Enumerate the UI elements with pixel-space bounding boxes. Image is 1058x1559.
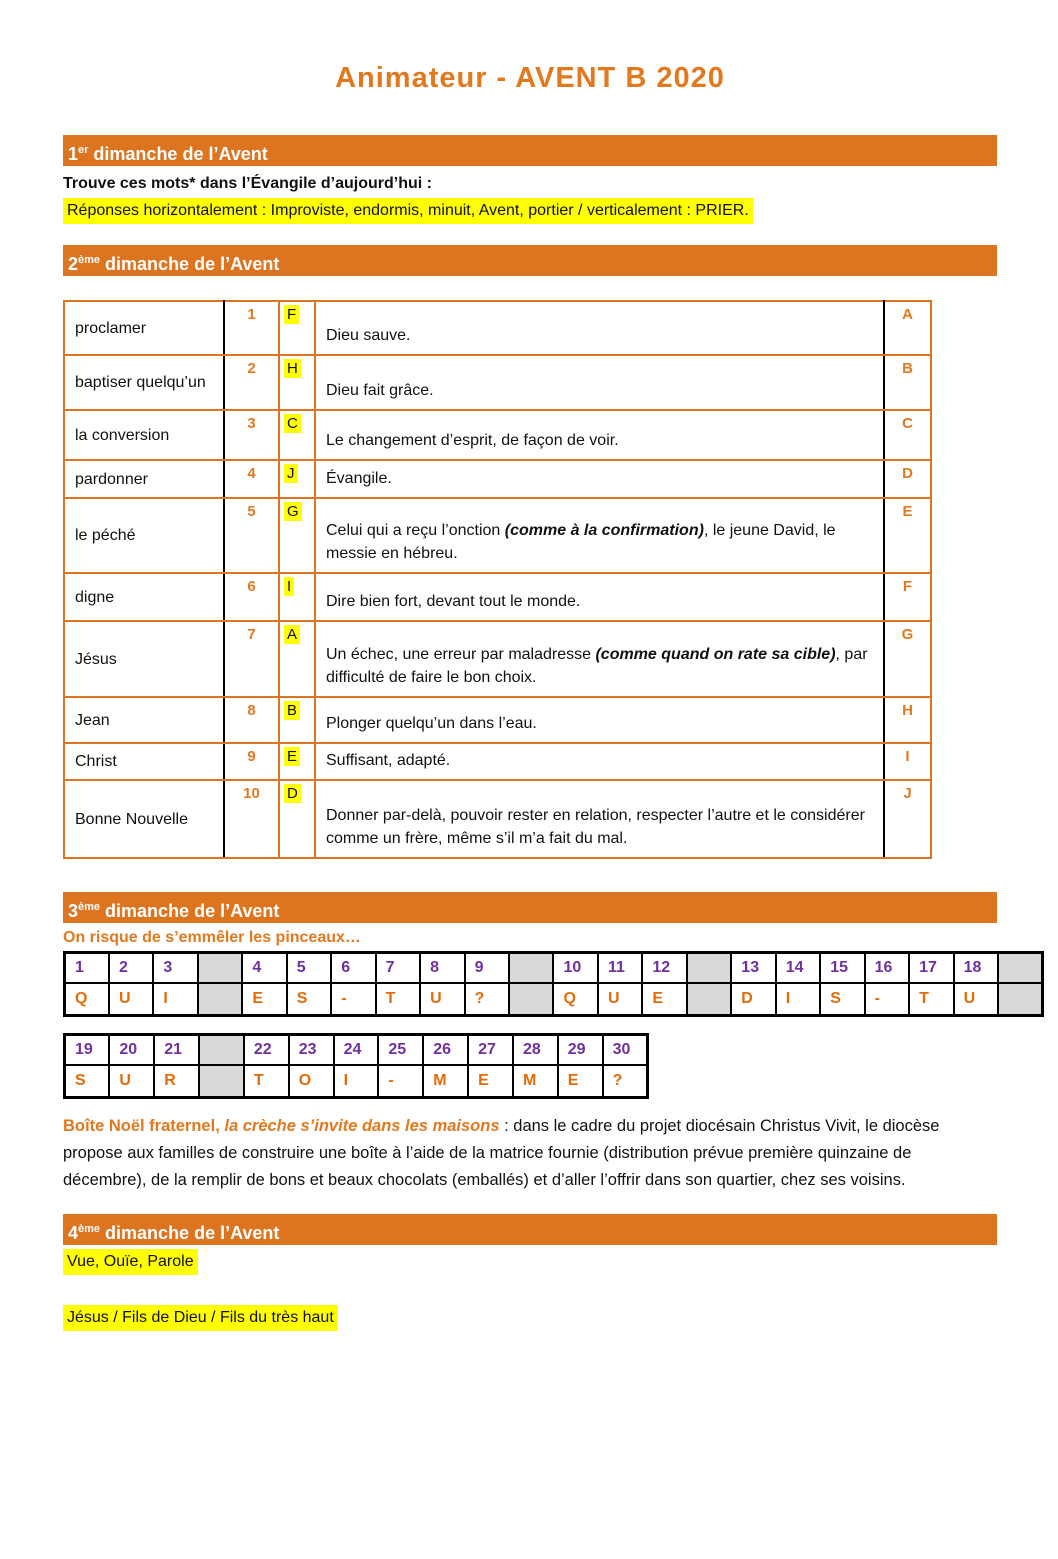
grid-number-cell: 24	[334, 1035, 379, 1065]
definition-cell: Donner par-delà, pouvoir rester en relation, respecter l’autre et le considérer comme un frère, même s’il m’a fait du mal.	[315, 780, 884, 858]
word-cell: proclamer	[64, 301, 224, 355]
section-3-banner	[63, 892, 997, 923]
banner-label: dimanche de l’Avent	[100, 254, 280, 274]
boite-noel-paragraph	[63, 1113, 997, 1194]
highlighted-answer-letter: J	[284, 464, 298, 483]
table-row	[64, 460, 931, 498]
paragraph-lead-text: Boîte Noël fraternel,	[63, 1117, 225, 1135]
banner-ordinal-suffix: ème	[78, 901, 101, 913]
section-4-banner	[63, 1214, 997, 1245]
grid-letter-cell: D	[731, 983, 775, 1016]
grid-letter-cell: Q	[65, 983, 109, 1016]
word-cell: Christ	[64, 743, 224, 780]
table-row	[64, 780, 931, 858]
row-letter-cell: F	[884, 573, 931, 621]
matching-table	[63, 300, 932, 859]
definition-cell: Dieu sauve.	[315, 301, 884, 355]
grid-letter-cell: I	[776, 983, 820, 1016]
clue-number-cell: 2	[224, 355, 279, 410]
highlighted-answer-letter: A	[284, 625, 300, 644]
highlighted-answer-letter: B	[284, 701, 300, 720]
banner-label: dimanche de l’Avent	[88, 144, 268, 164]
clue-number-cell: 8	[224, 697, 279, 743]
answer-letter-cell	[279, 410, 315, 460]
grid-number-cell: 21	[154, 1035, 199, 1065]
grid-number-cell: 23	[289, 1035, 334, 1065]
grid-separator-cell	[198, 983, 242, 1016]
grid-number-cell: 2	[109, 953, 153, 983]
table-row	[64, 573, 931, 621]
answer-letter-cell	[279, 621, 315, 697]
grid-letter-cell: -	[378, 1065, 423, 1098]
definition-cell: Plonger quelqu’un dans l’eau.	[315, 697, 884, 743]
grid-number-cell: 13	[731, 953, 775, 983]
grid-separator-cell	[998, 953, 1042, 983]
answer-letter-cell	[279, 460, 315, 498]
answer-letter-cell	[279, 498, 315, 573]
definition-cell: Dire bien fort, devant tout le monde.	[315, 573, 884, 621]
grid-letter-cell: U	[420, 983, 464, 1016]
grid-number-cell: 15	[820, 953, 864, 983]
grid-separator-cell	[198, 953, 242, 983]
grid-separator-cell	[687, 983, 731, 1016]
banner-number: 3	[68, 901, 79, 921]
row-letter-cell: H	[884, 697, 931, 743]
row-letter-cell: J	[884, 780, 931, 858]
table-row	[64, 743, 931, 780]
grid-letter-cell: U	[109, 1065, 154, 1098]
highlighted-answer-letter: I	[284, 577, 294, 596]
grid-letter-cell: E	[558, 1065, 603, 1098]
grid-number-cell: 8	[420, 953, 464, 983]
section-4-answer-2-highlight: Jésus / Fils de Dieu / Fils du très haut	[63, 1305, 338, 1331]
answer-letter-cell	[279, 355, 315, 410]
table-row	[64, 498, 931, 573]
word-cell: le péché	[64, 498, 224, 573]
banner-number: 2	[68, 254, 79, 274]
row-letter-cell: G	[884, 621, 931, 697]
banner-ordinal-suffix: ème	[78, 254, 101, 266]
grid-number-cell: 16	[865, 953, 909, 983]
grid-letter-cell: T	[376, 983, 420, 1016]
definition-cell: Dieu fait grâce.	[315, 355, 884, 410]
paragraph-italic-text: la crèche s’invite dans les maisons	[224, 1117, 500, 1135]
table-row	[64, 697, 931, 743]
answer-letter-cell	[279, 573, 315, 621]
clue-number-cell: 9	[224, 743, 279, 780]
grid-letter-cell: E	[642, 983, 686, 1016]
grid-number-cell: 28	[513, 1035, 558, 1065]
grid-letter-cell: ?	[465, 983, 509, 1016]
grid-number-cell: 20	[109, 1035, 154, 1065]
answer-letter-cell	[279, 697, 315, 743]
grid-number-cell: 25	[378, 1035, 423, 1065]
table-row	[64, 355, 931, 410]
word-cell: Jean	[64, 697, 224, 743]
grid-number-cell: 27	[468, 1035, 513, 1065]
answer-letter-cell	[279, 743, 315, 780]
row-letter-cell: D	[884, 460, 931, 498]
grid-number-cell: 29	[558, 1035, 603, 1065]
grid-letter-cell: -	[865, 983, 909, 1016]
row-letter-cell: A	[884, 301, 931, 355]
grid-letter-cell: U	[598, 983, 642, 1016]
page-title: Animateur - AVENT B 2020	[335, 62, 725, 94]
highlighted-answer-letter: G	[284, 502, 302, 521]
banner-number: 4	[68, 1223, 79, 1243]
grid-letter-cell: M	[423, 1065, 468, 1098]
grid-letter-cell: ?	[603, 1065, 648, 1098]
answer-letter-grid-2	[63, 1033, 649, 1099]
grid-separator-cell	[687, 953, 731, 983]
grid-separator-cell	[199, 1035, 244, 1065]
document-page	[0, 62, 1058, 1331]
word-cell: digne	[64, 573, 224, 621]
clue-number-cell: 6	[224, 573, 279, 621]
grid-number-cell: 4	[242, 953, 286, 983]
definition-cell: Le changement d’esprit, de façon de voir.	[315, 410, 884, 460]
grid-letter-cell: -	[331, 983, 375, 1016]
section-1-banner	[63, 135, 997, 166]
grid-number-cell: 10	[553, 953, 597, 983]
clue-number-cell: 1	[224, 301, 279, 355]
section-1-instruction: Trouve ces mots* dans l’Évangile d’aujourd’hui :	[63, 175, 432, 192]
definition-cell: Celui qui a reçu l’onction (comme à la confirmation), le jeune David, le messie en hébreu.	[315, 498, 884, 573]
section-3-subtitle: On risque de s’emmêler les pinceaux…	[63, 929, 361, 946]
grid-letter-cell: O	[289, 1065, 334, 1098]
grid-number-cell: 18	[954, 953, 998, 983]
clue-number-cell: 5	[224, 498, 279, 573]
word-cell: la conversion	[64, 410, 224, 460]
grid-letter-cell: E	[242, 983, 286, 1016]
grid-letter-cell: S	[820, 983, 864, 1016]
grid-number-cell: 12	[642, 953, 686, 983]
clue-number-cell: 7	[224, 621, 279, 697]
banner-ordinal-suffix: er	[78, 144, 89, 156]
grid-letter-cell: T	[909, 983, 953, 1016]
grid-number-cell: 5	[287, 953, 331, 983]
row-letter-cell: I	[884, 743, 931, 780]
answer-letter-cell	[279, 301, 315, 355]
highlighted-answer-letter: D	[284, 784, 301, 803]
grid-letter-cell: R	[154, 1065, 199, 1098]
table-row	[64, 410, 931, 460]
definition-cell: Évangile.	[315, 460, 884, 498]
word-cell: Bonne Nouvelle	[64, 780, 224, 858]
highlighted-answer-letter: E	[284, 747, 300, 766]
word-cell: baptiser quelqu’un	[64, 355, 224, 410]
grid-letter-cell: I	[153, 983, 197, 1016]
grid-letter-cell: I	[334, 1065, 379, 1098]
answer-letter-cell	[279, 780, 315, 858]
row-letter-cell: C	[884, 410, 931, 460]
section-4-answer-1-highlight: Vue, Ouïe, Parole	[63, 1249, 198, 1275]
word-cell: pardonner	[64, 460, 224, 498]
grid-letter-cell: U	[954, 983, 998, 1016]
grid-number-cell: 11	[598, 953, 642, 983]
grid-letter-cell: E	[468, 1065, 513, 1098]
row-letter-cell: B	[884, 355, 931, 410]
grid-number-cell: 22	[244, 1035, 289, 1065]
table-row	[64, 621, 931, 697]
clue-number-cell: 3	[224, 410, 279, 460]
clue-number-cell: 4	[224, 460, 279, 498]
grid-letter-cell: S	[287, 983, 331, 1016]
grid-number-cell: 9	[465, 953, 509, 983]
grid-letter-cell: M	[513, 1065, 558, 1098]
row-letter-cell: E	[884, 498, 931, 573]
banner-label: dimanche de l’Avent	[100, 1223, 280, 1243]
grid-letter-cell: T	[244, 1065, 289, 1098]
grid-number-cell: 30	[603, 1035, 648, 1065]
definition-cell: Un échec, une erreur par maladresse (comme quand on rate sa cible), par difficulté de faire le bon choix.	[315, 621, 884, 697]
grid-number-cell: 14	[776, 953, 820, 983]
highlighted-answer-letter: H	[284, 359, 301, 378]
grid-number-cell: 3	[153, 953, 197, 983]
grid-letter-cell: U	[109, 983, 153, 1016]
grid-letter-cell: Q	[553, 983, 597, 1016]
answer-letter-grid-1	[63, 951, 1044, 1017]
grid-separator-cell	[199, 1065, 244, 1098]
highlighted-answer-letter: F	[284, 305, 299, 324]
grid-separator-cell	[509, 983, 553, 1016]
paragraph-body-text: : dans le cadre du projet diocésain Christus Vivit, le diocèse propose aux familles de construire une boîte à l’aide de la matrice fournie (distribution prévue première quinzaine de décembre), de la remplir de bons et beaux chocolats (emballés) et d’aller l’offrir dans son quartier, chez ses voisins.	[63, 1117, 940, 1189]
grid-number-cell: 26	[423, 1035, 468, 1065]
section-2-banner	[63, 245, 997, 276]
grid-letter-cell: S	[65, 1065, 110, 1098]
highlighted-answer-letter: C	[284, 414, 301, 433]
grid-number-cell: 6	[331, 953, 375, 983]
grid-number-cell: 7	[376, 953, 420, 983]
grid-number-cell: 17	[909, 953, 953, 983]
grid-separator-cell	[509, 953, 553, 983]
word-cell: Jésus	[64, 621, 224, 697]
section-1-answer-highlight: Réponses horizontalement : Improviste, endormis, minuit, Avent, portier / verticalement : PRIER.	[63, 198, 753, 224]
banner-ordinal-suffix: ème	[78, 1223, 101, 1235]
banner-label: dimanche de l’Avent	[100, 901, 280, 921]
banner-number: 1	[68, 144, 79, 164]
grid-separator-cell	[998, 983, 1042, 1016]
definition-cell: Suffisant, adapté.	[315, 743, 884, 780]
grid-number-cell: 1	[65, 953, 109, 983]
grid-number-cell: 19	[65, 1035, 110, 1065]
table-row	[64, 301, 931, 355]
clue-number-cell: 10	[224, 780, 279, 858]
